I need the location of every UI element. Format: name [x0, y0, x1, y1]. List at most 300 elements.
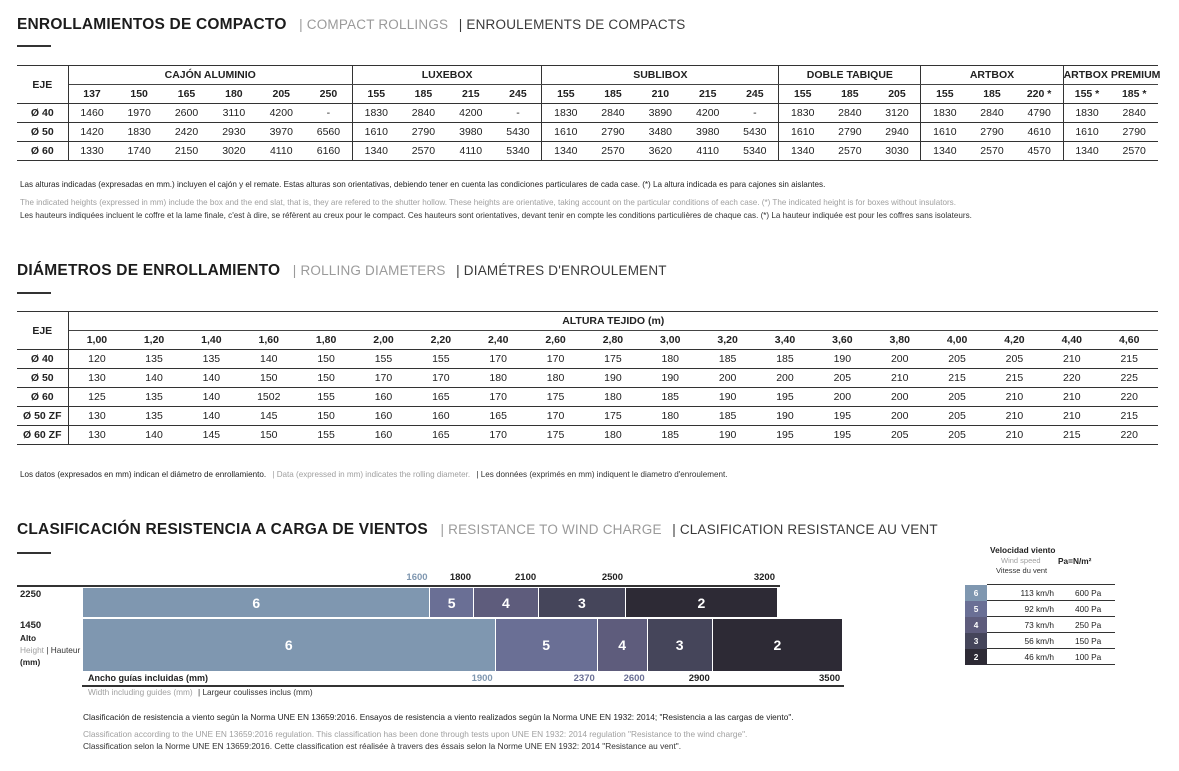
- table-cell: 180: [642, 407, 699, 426]
- table-cell: 160: [355, 388, 412, 407]
- row-label: Ø 50: [17, 123, 68, 142]
- table-cell: 4110: [684, 142, 731, 161]
- rolling-diameters-table: [17, 311, 1158, 445]
- table-cell: 5340: [731, 142, 778, 161]
- section2-title: [17, 262, 667, 280]
- bottom-tick-label: 2600: [623, 673, 645, 684]
- table-cell: 190: [814, 350, 871, 369]
- row1-height-label: 2250: [20, 589, 42, 600]
- column-header: 2,20: [412, 331, 469, 350]
- table-cell: 3480: [637, 123, 684, 142]
- table-cell: 215: [928, 369, 985, 388]
- section1-underline: [17, 45, 51, 47]
- top-tick-label: 2100: [515, 572, 537, 583]
- table-cell: 200: [756, 369, 813, 388]
- table-cell: 185: [756, 350, 813, 369]
- table-cell: 180: [584, 388, 641, 407]
- table-cell: 2840: [968, 104, 1015, 123]
- legend-speed: 113 km/h: [987, 585, 1057, 601]
- table-cell: 160: [355, 426, 412, 445]
- table-cell: 140: [183, 369, 240, 388]
- column-header: 2,60: [527, 331, 584, 350]
- table-cell: 4200: [447, 104, 494, 123]
- table-cell: 3970: [258, 123, 305, 142]
- top-tick-label: 1600: [406, 572, 428, 583]
- wind-class-band: 2: [626, 588, 777, 617]
- bottom-tick-label: 2370: [573, 673, 595, 684]
- table-cell: 150: [297, 350, 354, 369]
- table-cell: 2570: [589, 142, 636, 161]
- table-cell: 160: [412, 407, 469, 426]
- section2-note-fr: | Les données (exprimés en mm) indiquent le diametro d'enroulement.: [476, 470, 728, 479]
- table-cell: 2790: [589, 123, 636, 142]
- table-cell: 140: [240, 350, 297, 369]
- legend-pressure: 150 Pa: [1057, 633, 1115, 649]
- table-cell: 2940: [874, 123, 921, 142]
- table-cell: 1340: [921, 142, 968, 161]
- height-label: [20, 645, 80, 655]
- table-cell: -: [305, 104, 352, 123]
- top-tick-label: 2500: [601, 572, 623, 583]
- wind-class-band: 4: [474, 588, 538, 617]
- legend-class: 3: [965, 633, 987, 649]
- table-cell: 170: [527, 350, 584, 369]
- column-header: 245: [495, 85, 542, 104]
- legend-class: 6: [965, 585, 987, 601]
- table-cell: 185: [699, 407, 756, 426]
- legend-row: [965, 585, 1115, 601]
- table-cell: 6160: [305, 142, 352, 161]
- table-cell: 2600: [163, 104, 210, 123]
- column-header: 215: [684, 85, 731, 104]
- table-row: [17, 388, 1158, 407]
- group-header: CAJÓN ALUMINIO: [68, 66, 352, 85]
- table-cell: 155: [412, 350, 469, 369]
- table-cell: 1610: [352, 123, 399, 142]
- height-en: Height: [20, 645, 44, 655]
- table-cell: 205: [986, 350, 1043, 369]
- height-fr: | Hauteur: [46, 645, 81, 655]
- table-cell: 205: [928, 407, 985, 426]
- table-cell: 185: [642, 426, 699, 445]
- table-cell: 3020: [210, 142, 257, 161]
- table-cell: 1830: [115, 123, 162, 142]
- footnote-es: Clasificación de resistencia a viento según la Norma UNE EN 13659:2016. Ensayos de resistencia a viento realizados según la Norma UNE EN 1932: 2014; "Resistencia a las cargas de viento".: [83, 712, 794, 722]
- column-header: 250: [305, 85, 352, 104]
- section1-title-fr: | ENROULEMENTS DE COMPACTS: [458, 17, 686, 32]
- column-header: 165: [163, 85, 210, 104]
- table-cell: 225: [1100, 369, 1158, 388]
- column-header: 2,00: [355, 331, 412, 350]
- legend-class: 4: [965, 617, 987, 633]
- group-header: SUBLIBOX: [542, 66, 779, 85]
- table-cell: 2570: [400, 142, 447, 161]
- table-row: [17, 123, 1158, 142]
- legend-row: [965, 633, 1115, 649]
- section1-title-en: | COMPACT ROLLINGS: [299, 17, 449, 32]
- table-cell: 1610: [921, 123, 968, 142]
- table-cell: 210: [986, 407, 1043, 426]
- table-cell: 205: [928, 426, 985, 445]
- column-header: 205: [258, 85, 305, 104]
- table-cell: 210: [986, 426, 1043, 445]
- wind-class-band: 3: [539, 588, 625, 617]
- row-label: Ø 60: [17, 388, 68, 407]
- column-header: 185: [826, 85, 873, 104]
- column-header: 245: [731, 85, 778, 104]
- table-cell: 1460: [68, 104, 115, 123]
- table-cell: 175: [584, 407, 641, 426]
- table-cell: 135: [183, 350, 240, 369]
- bottom-tick-label: 2900: [688, 673, 710, 684]
- column-header: 150: [115, 85, 162, 104]
- wind-class-band: 5: [496, 619, 597, 671]
- legend-row: [965, 617, 1115, 633]
- legend-class: 5: [965, 601, 987, 617]
- width-label-es: Ancho guías incluidas (mm): [88, 673, 209, 683]
- table-cell: 1830: [352, 104, 399, 123]
- table-cell: 1502: [240, 388, 297, 407]
- table-cell: 215: [986, 369, 1043, 388]
- table-cell: 205: [928, 388, 985, 407]
- legend-speed: 92 km/h: [987, 601, 1057, 617]
- top-rule: [17, 585, 780, 587]
- column-header: 185: [400, 85, 447, 104]
- group-header: ARTBOX PREMIUM: [1063, 66, 1158, 85]
- table-cell: 155: [297, 426, 354, 445]
- table-cell: 150: [297, 369, 354, 388]
- column-header: 3,20: [699, 331, 756, 350]
- column-header: 1,40: [183, 331, 240, 350]
- table-cell: 180: [470, 369, 527, 388]
- column-header: 155 *: [1063, 85, 1110, 104]
- section2-title-fr: | DIAMÉTRES D'ENROULEMENT: [456, 263, 667, 278]
- top-tick-label: 3200: [753, 572, 775, 583]
- section1-title-es: ENROLLAMIENTOS DE COMPACTO: [17, 16, 287, 33]
- table-cell: 1970: [115, 104, 162, 123]
- footnote-fr: Classification selon la Norme UNE EN 13659:2016. Cette classification est réalisée à travers des éssais selon la Norme UNE EN 1932: 2014 "Resistance au vent".: [83, 741, 682, 751]
- row-label: Ø 40: [17, 350, 68, 369]
- column-header: 155: [779, 85, 826, 104]
- table-cell: 180: [584, 426, 641, 445]
- table-cell: 1330: [68, 142, 115, 161]
- column-header: 1,00: [68, 331, 125, 350]
- table-cell: 165: [412, 426, 469, 445]
- column-header: 2,40: [470, 331, 527, 350]
- table-cell: 205: [871, 426, 928, 445]
- table-cell: 195: [756, 388, 813, 407]
- column-header: 137: [68, 85, 115, 104]
- table-cell: 1830: [921, 104, 968, 123]
- table-cell: 190: [699, 388, 756, 407]
- alto-label: Alto: [20, 633, 37, 643]
- table-cell: 5430: [495, 123, 542, 142]
- column-header: 155: [542, 85, 589, 104]
- legend-class: 2: [965, 649, 987, 665]
- table-cell: 195: [814, 426, 871, 445]
- section2-title-es: DIÁMETROS DE ENROLLAMIENTO: [17, 262, 281, 279]
- table-cell: 170: [470, 388, 527, 407]
- table-cell: 150: [297, 407, 354, 426]
- section2-underline: [17, 292, 51, 294]
- group-header: ARTBOX: [921, 66, 1063, 85]
- table-cell: 3980: [684, 123, 731, 142]
- table-cell: 215: [1043, 426, 1100, 445]
- table-cell: 130: [68, 426, 125, 445]
- legend-pa-header: Pa=N/m²: [1058, 556, 1092, 566]
- table-cell: 1340: [779, 142, 826, 161]
- table-cell: 170: [355, 369, 412, 388]
- table-cell: 200: [699, 369, 756, 388]
- table-cell: 6560: [305, 123, 352, 142]
- column-header: 180: [210, 85, 257, 104]
- table-cell: 1340: [542, 142, 589, 161]
- section2-note: [20, 470, 727, 479]
- table-cell: 220: [1100, 426, 1158, 445]
- table-cell: 195: [814, 407, 871, 426]
- wind-class-band: 5: [430, 588, 472, 617]
- column-header: 210: [637, 85, 684, 104]
- legend-pressure: 100 Pa: [1057, 649, 1115, 665]
- table-cell: 2570: [968, 142, 1015, 161]
- table-cell: 200: [871, 350, 928, 369]
- column-header: 155: [921, 85, 968, 104]
- table-cell: 190: [584, 369, 641, 388]
- table-cell: 165: [412, 388, 469, 407]
- table-cell: 4790: [1016, 104, 1063, 123]
- table-cell: 175: [584, 350, 641, 369]
- table-cell: 2840: [826, 104, 873, 123]
- compact-rollings-table: [17, 65, 1161, 161]
- table-cell: 4110: [258, 142, 305, 161]
- table-cell: 200: [871, 388, 928, 407]
- table-cell: 195: [756, 426, 813, 445]
- row2-height-label: 1450: [20, 620, 42, 631]
- column-header: 185 *: [1110, 85, 1158, 104]
- legend-pressure: 600 Pa: [1057, 585, 1115, 601]
- wind-class-band: 4: [598, 619, 647, 671]
- legend-speed: 56 km/h: [987, 633, 1057, 649]
- column-header: 3,60: [814, 331, 871, 350]
- table-cell: 210: [871, 369, 928, 388]
- table-cell: 2790: [400, 123, 447, 142]
- section3-title-es: CLASIFICACIÓN RESISTENCIA A CARGA DE VIENTOS: [17, 521, 428, 538]
- table-cell: 1830: [1063, 104, 1110, 123]
- table-cell: 4570: [1016, 142, 1063, 161]
- legend-title-en: Wind speed: [1001, 556, 1041, 565]
- legend-row: [965, 601, 1115, 617]
- table-cell: 175: [527, 388, 584, 407]
- column-header: 2,80: [584, 331, 641, 350]
- width-label: [88, 687, 313, 697]
- column-header: 3,40: [756, 331, 813, 350]
- legend-pressure: 250 Pa: [1057, 617, 1115, 633]
- table-cell: 130: [68, 369, 125, 388]
- table-cell: 3110: [210, 104, 257, 123]
- group-header: DOBLE TABIQUE: [779, 66, 921, 85]
- table-cell: 2790: [968, 123, 1015, 142]
- table-cell: 1610: [779, 123, 826, 142]
- column-header: 1,20: [125, 331, 182, 350]
- column-header: 205: [874, 85, 921, 104]
- table-cell: 205: [814, 369, 871, 388]
- column-header: 185: [589, 85, 636, 104]
- table-cell: 2840: [400, 104, 447, 123]
- top-tick-label: 1800: [449, 572, 471, 583]
- legend-speed: 73 km/h: [987, 617, 1057, 633]
- table-cell: 1340: [352, 142, 399, 161]
- row-label: Ø 50 ZF: [17, 407, 68, 426]
- column-header: 185: [968, 85, 1015, 104]
- eje-header: EJE: [17, 66, 68, 104]
- table-cell: 170: [412, 369, 469, 388]
- table-cell: 125: [68, 388, 125, 407]
- row-label: Ø 60 ZF: [17, 426, 68, 445]
- table-cell: 2420: [163, 123, 210, 142]
- table-cell: 2930: [210, 123, 257, 142]
- table-cell: 4200: [684, 104, 731, 123]
- wind-class-band: 2: [713, 619, 842, 671]
- eje-header: EJE: [17, 312, 68, 350]
- table-cell: 140: [125, 369, 182, 388]
- section1-note-es: Las alturas indicadas (expresadas en mm.) incluyen el cajón y el remate. Estas alturas son orientativas, debiendo tener en cuenta las condiciones particulares de cada case. (*) La altura indicada es para cajones sin aislantes.: [20, 180, 826, 189]
- table-cell: 185: [642, 388, 699, 407]
- table-row: [17, 142, 1158, 161]
- table-row: [17, 104, 1158, 123]
- table-row: [17, 407, 1158, 426]
- table-cell: 220: [1100, 388, 1158, 407]
- table-cell: 1420: [68, 123, 115, 142]
- table-cell: 1740: [115, 142, 162, 161]
- table-row: [17, 369, 1158, 388]
- mm-label: (mm): [20, 657, 41, 667]
- table-cell: 5430: [731, 123, 778, 142]
- table-cell: 175: [527, 426, 584, 445]
- table-cell: 2570: [826, 142, 873, 161]
- row-label: Ø 50: [17, 369, 68, 388]
- table-cell: 1610: [542, 123, 589, 142]
- table-cell: -: [495, 104, 542, 123]
- column-header: 1,60: [240, 331, 297, 350]
- footnote-en: Classification according to the UNE EN 13659:2016 regulation. This classification has been done through tests upon UNE EN 1932: 2014 regulation "Resistance to the wind charge".: [83, 729, 748, 739]
- column-header: 3,00: [642, 331, 699, 350]
- table-cell: 5340: [495, 142, 542, 161]
- table-row: [17, 350, 1158, 369]
- column-header: 155: [352, 85, 399, 104]
- wind-class-band: 6: [83, 588, 429, 617]
- table-cell: 1830: [542, 104, 589, 123]
- table-cell: 190: [699, 426, 756, 445]
- table-cell: 205: [928, 350, 985, 369]
- table-cell: 220: [1043, 369, 1100, 388]
- table-cell: 140: [125, 426, 182, 445]
- table-cell: 200: [814, 388, 871, 407]
- table-cell: 130: [68, 407, 125, 426]
- table-cell: 3030: [874, 142, 921, 161]
- table-cell: 2790: [1110, 123, 1158, 142]
- table-cell: 135: [125, 350, 182, 369]
- table-cell: 2840: [589, 104, 636, 123]
- wind-class-band: 3: [648, 619, 712, 671]
- table-cell: 4610: [1016, 123, 1063, 142]
- table-cell: 170: [527, 407, 584, 426]
- section2-title-en: | ROLLING DIAMETERS: [292, 263, 446, 278]
- table-cell: 170: [470, 350, 527, 369]
- row-label: Ø 40: [17, 104, 68, 123]
- table-cell: 1830: [779, 104, 826, 123]
- table-cell: 180: [527, 369, 584, 388]
- table-cell: 3620: [637, 142, 684, 161]
- column-header: 4,20: [986, 331, 1043, 350]
- width-en: Width including guides (mm): [88, 687, 193, 697]
- table-cell: 180: [642, 350, 699, 369]
- width-fr: | Largeur coulisses inclus (mm): [197, 687, 313, 697]
- legend-speed: 46 km/h: [987, 649, 1057, 665]
- table-cell: 160: [355, 407, 412, 426]
- table-cell: 210: [1043, 407, 1100, 426]
- section3-underline: [17, 552, 51, 554]
- section1-title: [17, 16, 685, 34]
- table-cell: 145: [183, 426, 240, 445]
- table-cell: 2790: [826, 123, 873, 142]
- section2-note-en: | Data (expressed in mm) indicates the rolling diameter.: [272, 470, 471, 479]
- wind-class-band: 6: [83, 619, 495, 671]
- table-cell: 185: [699, 350, 756, 369]
- bottom-tick-label: 1900: [471, 673, 493, 684]
- bottom-tick-label: 3500: [819, 673, 841, 684]
- column-header: 4,00: [928, 331, 985, 350]
- legend-pressure: 400 Pa: [1057, 601, 1115, 617]
- column-header: 4,40: [1043, 331, 1100, 350]
- table-cell: -: [731, 104, 778, 123]
- table-cell: 3120: [874, 104, 921, 123]
- table-cell: 165: [470, 407, 527, 426]
- section3-title-fr: | CLASIFICATION RESISTANCE AU VENT: [672, 522, 938, 537]
- table-cell: 3890: [637, 104, 684, 123]
- column-header: 3,80: [871, 331, 928, 350]
- table-cell: 190: [642, 369, 699, 388]
- legend-title-fr: Vitesse du vent: [996, 566, 1048, 575]
- group-header: ALTURA TEJIDO (m): [68, 312, 1158, 331]
- section3-title-en: | RESISTANCE TO WIND CHARGE: [440, 522, 662, 537]
- table-cell: 210: [1043, 388, 1100, 407]
- table-cell: 1610: [1063, 123, 1110, 142]
- table-cell: 4200: [258, 104, 305, 123]
- table-cell: 4110: [447, 142, 494, 161]
- row-label: Ø 60: [17, 142, 68, 161]
- wind-legend: [965, 584, 1115, 665]
- column-header: 220 *: [1016, 85, 1063, 104]
- table-cell: 190: [756, 407, 813, 426]
- table-cell: 155: [355, 350, 412, 369]
- table-cell: 200: [871, 407, 928, 426]
- table-cell: 120: [68, 350, 125, 369]
- table-cell: 2150: [163, 142, 210, 161]
- table-cell: 135: [125, 388, 182, 407]
- section1-note-fr: Les hauteurs indiquées incluent le coffre et la lame finale, c'est à dire, se réfèrent au creux pour le compact. Ces hauteurs sont orientatives, devant tenir en compte les conditions particulières de chaque cas. (*) La hauteur indiquée est pour les coffres sans isolateurs.: [20, 211, 972, 220]
- table-cell: 215: [1100, 350, 1158, 369]
- table-cell: 2840: [1110, 104, 1158, 123]
- legend-row: [965, 649, 1115, 665]
- table-cell: 150: [240, 369, 297, 388]
- group-header: LUXEBOX: [352, 66, 542, 85]
- table-cell: 140: [183, 388, 240, 407]
- table-cell: 155: [297, 388, 354, 407]
- section3-title: [17, 521, 938, 539]
- table-cell: 140: [183, 407, 240, 426]
- column-header: 1,80: [297, 331, 354, 350]
- table-cell: 210: [986, 388, 1043, 407]
